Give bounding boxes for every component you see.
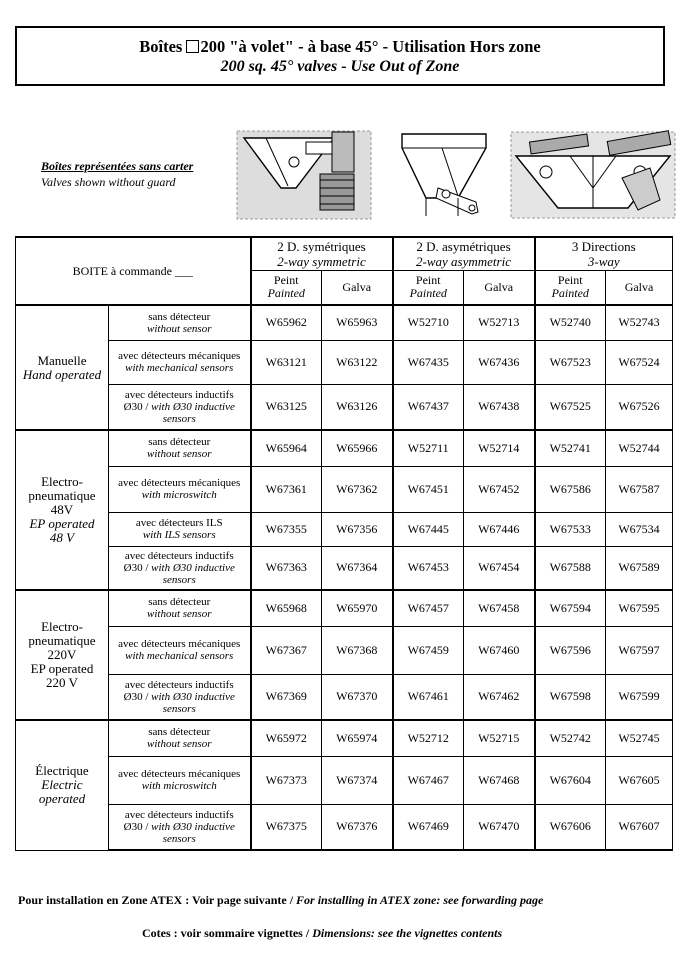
part-number-cell: W67374 bbox=[322, 756, 393, 804]
part-number-cell: W67375 bbox=[251, 804, 322, 850]
title-box bbox=[15, 26, 665, 86]
part-number-cell: W67438 bbox=[464, 384, 535, 430]
part-number-cell: W63121 bbox=[251, 340, 322, 384]
group-label: Électrique Electric operated bbox=[16, 720, 109, 850]
part-number-cell: W67367 bbox=[251, 626, 322, 674]
direction-header-3way: 3 Directions 3-way bbox=[535, 237, 673, 270]
part-number-cell: W52742 bbox=[535, 720, 606, 756]
option-label: sans détecteur without sensor bbox=[109, 305, 251, 340]
part-number-cell: W67599 bbox=[606, 674, 673, 720]
part-number-cell: W52710 bbox=[393, 305, 464, 340]
corner-header: BOITE à commande ___ bbox=[16, 237, 251, 305]
table-row bbox=[16, 340, 673, 384]
part-number-cell: W67445 bbox=[393, 512, 464, 546]
option-label: avec détecteurs inductifs Ø30 / with Ø30 inductive sensors bbox=[109, 546, 251, 590]
part-number-cell: W52745 bbox=[606, 720, 673, 756]
part-number-cell: W67523 bbox=[535, 340, 606, 384]
part-number-cell: W67368 bbox=[322, 626, 393, 674]
finish-header-galva: Galva bbox=[322, 270, 393, 305]
part-number-cell: W67534 bbox=[606, 512, 673, 546]
part-number-cell: W67435 bbox=[393, 340, 464, 384]
square-symbol-icon bbox=[186, 40, 199, 53]
option-label: avec détecteurs inductifs Ø30 / with Ø30 inductive sensors bbox=[109, 384, 251, 430]
part-number-cell: W52743 bbox=[606, 305, 673, 340]
part-number-cell: W67607 bbox=[606, 804, 673, 850]
table-row bbox=[16, 384, 673, 430]
table-row bbox=[16, 626, 673, 674]
part-number-cell: W67362 bbox=[322, 466, 393, 512]
group-label: Electro- pneumatique 48V EP operated 48 V bbox=[16, 430, 109, 590]
part-number-cell: W67461 bbox=[393, 674, 464, 720]
part-number-cell: W67361 bbox=[251, 466, 322, 512]
part-number-cell: W67446 bbox=[464, 512, 535, 546]
note-english: Valves shown without guard bbox=[41, 175, 176, 189]
part-number-cell: W67369 bbox=[251, 674, 322, 720]
finish-header-peint: Peint Painted bbox=[535, 270, 606, 305]
option-label: sans détecteur without sensor bbox=[109, 430, 251, 466]
part-number-cell: W63126 bbox=[322, 384, 393, 430]
option-label: avec détecteurs inductifs Ø30 / with Ø30 inductive sensors bbox=[109, 804, 251, 850]
part-number-cell: W67364 bbox=[322, 546, 393, 590]
part-number-cell: W67526 bbox=[606, 384, 673, 430]
part-number-cell: W52744 bbox=[606, 430, 673, 466]
part-number-cell: W67470 bbox=[464, 804, 535, 850]
table-row bbox=[16, 512, 673, 546]
part-number-cell: W67596 bbox=[535, 626, 606, 674]
option-label: avec détecteurs mécaniques with mechanical sensors bbox=[109, 626, 251, 674]
table-row bbox=[16, 804, 673, 850]
finish-header-galva: Galva bbox=[606, 270, 673, 305]
group-label: Electro- pneumatique 220V EP operated 220 V bbox=[16, 590, 109, 720]
part-number-cell: W67467 bbox=[393, 756, 464, 804]
table-row bbox=[16, 674, 673, 720]
part-number-cell: W63125 bbox=[251, 384, 322, 430]
valve-illustration-asymmetric bbox=[398, 128, 490, 222]
part-number-cell: W67468 bbox=[464, 756, 535, 804]
part-number-cell: W67469 bbox=[393, 804, 464, 850]
part-number-cell: W52713 bbox=[464, 305, 535, 340]
table-row bbox=[16, 430, 673, 466]
title-french: Boîtes 200 "à volet" - à base 45° - Utilisation Hors zone bbox=[139, 37, 541, 56]
option-label: avec détecteurs mécaniques with mechanical sensors bbox=[109, 340, 251, 384]
part-number-cell: W67606 bbox=[535, 804, 606, 850]
part-number-cell: W67462 bbox=[464, 674, 535, 720]
part-number-cell: W65963 bbox=[322, 305, 393, 340]
part-number-cell: W65966 bbox=[322, 430, 393, 466]
direction-header-asymmetric: 2 D. asymétriques 2-way asymmetric bbox=[393, 237, 535, 270]
part-number-cell: W65964 bbox=[251, 430, 322, 466]
part-number-cell: W63122 bbox=[322, 340, 393, 384]
part-number-cell: W67376 bbox=[322, 804, 393, 850]
finish-header-peint: Peint Painted bbox=[393, 270, 464, 305]
group-label: Manuelle Hand operated bbox=[16, 305, 109, 430]
valve-illustration-3way bbox=[510, 128, 676, 222]
part-number-cell: W65974 bbox=[322, 720, 393, 756]
finish-header-galva: Galva bbox=[464, 270, 535, 305]
title-english: 200 sq. 45° valves - Use Out of Zone bbox=[220, 58, 460, 75]
part-number-cell: W65972 bbox=[251, 720, 322, 756]
valve-illustration-manual bbox=[236, 128, 372, 222]
part-number-cell: W67453 bbox=[393, 546, 464, 590]
part-number-cell: W67454 bbox=[464, 546, 535, 590]
part-number-cell: W67457 bbox=[393, 590, 464, 626]
part-number-cell: W67586 bbox=[535, 466, 606, 512]
part-number-cell: W67595 bbox=[606, 590, 673, 626]
part-number-cell: W52741 bbox=[535, 430, 606, 466]
part-number-cell: W52715 bbox=[464, 720, 535, 756]
part-number-cell: W67525 bbox=[535, 384, 606, 430]
part-number-cell: W67597 bbox=[606, 626, 673, 674]
part-number-cell: W52711 bbox=[393, 430, 464, 466]
option-label: avec détecteurs inductifs Ø30 / with Ø30 inductive sensors bbox=[109, 674, 251, 720]
part-number-cell: W67459 bbox=[393, 626, 464, 674]
part-number-cell: W67370 bbox=[322, 674, 393, 720]
part-number-cell: W67594 bbox=[535, 590, 606, 626]
part-number-cell: W67436 bbox=[464, 340, 535, 384]
option-label: sans détecteur without sensor bbox=[109, 590, 251, 626]
part-number-cell: W65962 bbox=[251, 305, 322, 340]
part-number-cell: W67588 bbox=[535, 546, 606, 590]
table-row bbox=[16, 546, 673, 590]
part-number-table bbox=[15, 236, 673, 851]
option-label: avec détecteurs ILS with ILS sensors bbox=[109, 512, 251, 546]
part-number-cell: W67437 bbox=[393, 384, 464, 430]
part-number-cell: W67373 bbox=[251, 756, 322, 804]
part-number-cell: W67604 bbox=[535, 756, 606, 804]
dimensions-note: Cotes : voir sommaire vignettes / Dimensions: see the vignettes contents bbox=[142, 926, 503, 940]
part-number-cell: W65968 bbox=[251, 590, 322, 626]
part-number-cell: W65970 bbox=[322, 590, 393, 626]
table-row bbox=[16, 720, 673, 756]
illustration-note bbox=[41, 158, 193, 190]
part-number-cell: W67458 bbox=[464, 590, 535, 626]
part-number-cell: W67598 bbox=[535, 674, 606, 720]
option-label: sans détecteur without sensor bbox=[109, 720, 251, 756]
part-number-cell: W67587 bbox=[606, 466, 673, 512]
finish-header-peint: Peint Painted bbox=[251, 270, 322, 305]
part-number-cell: W67356 bbox=[322, 512, 393, 546]
part-number-cell: W67451 bbox=[393, 466, 464, 512]
part-number-cell: W67589 bbox=[606, 546, 673, 590]
note-french: Boîtes représentées sans carter bbox=[41, 159, 194, 173]
part-number-cell: W67452 bbox=[464, 466, 535, 512]
part-number-cell: W52714 bbox=[464, 430, 535, 466]
direction-header-symmetric: 2 D. symétriques 2-way symmetric bbox=[251, 237, 393, 270]
atex-note: Pour installation en Zone ATEX : Voir page suivante / For installing in ATEX zone: see forwarding page bbox=[18, 893, 544, 907]
part-number-cell: W67605 bbox=[606, 756, 673, 804]
table-row bbox=[16, 305, 673, 340]
part-number-cell: W67524 bbox=[606, 340, 673, 384]
part-number-cell: W52740 bbox=[535, 305, 606, 340]
table-row bbox=[16, 590, 673, 626]
part-number-cell: W67355 bbox=[251, 512, 322, 546]
part-number-cell: W67460 bbox=[464, 626, 535, 674]
option-label: avec détecteurs mécaniques with microswitch bbox=[109, 466, 251, 512]
part-number-cell: W67363 bbox=[251, 546, 322, 590]
option-label: avec détecteurs mécaniques with microswitch bbox=[109, 756, 251, 804]
table-row bbox=[16, 466, 673, 512]
table-row bbox=[16, 756, 673, 804]
part-number-cell: W67533 bbox=[535, 512, 606, 546]
part-number-cell: W52712 bbox=[393, 720, 464, 756]
